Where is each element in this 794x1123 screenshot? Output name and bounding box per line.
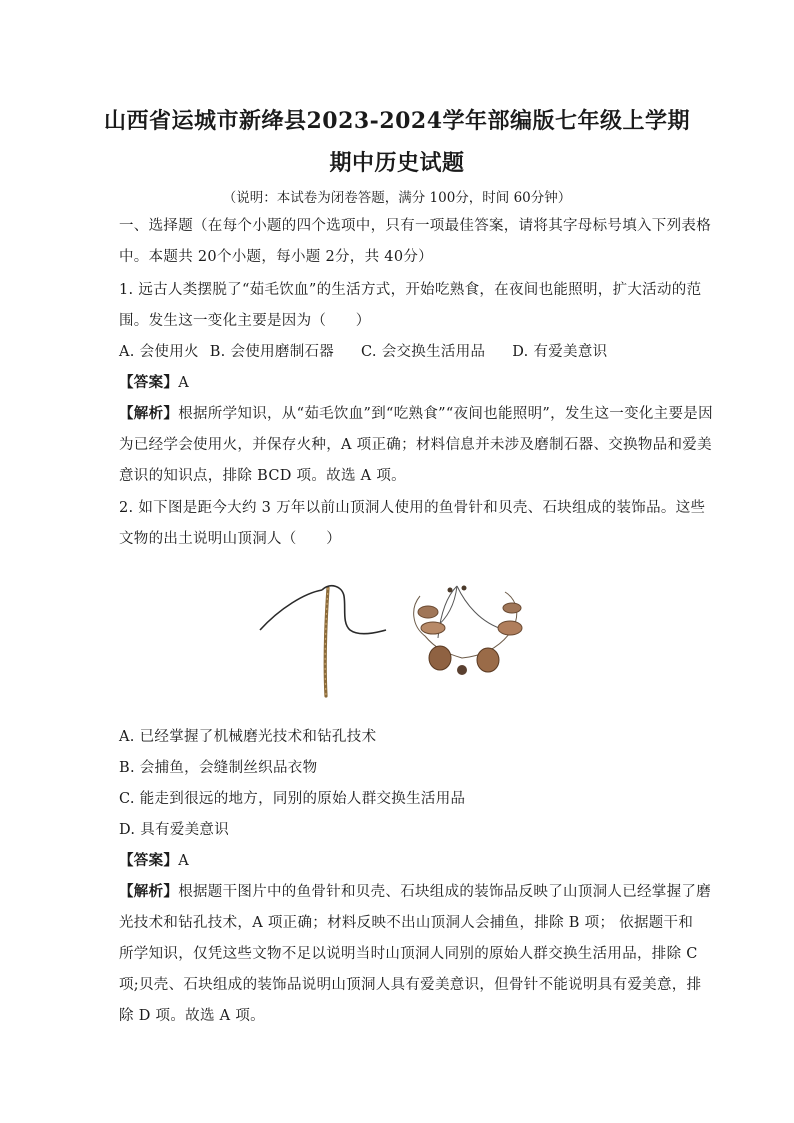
analysis-text: 根据所学知识，从“茹毛饮血”到“吃熟食”“夜间也能照明”，发生这一变化主要是因 bbox=[178, 406, 713, 422]
section-instructions-line2: 中。本题共 20个小题，每小题 2分，共 40分） bbox=[119, 249, 433, 265]
section-instructions-line1: 一、选择题（在每个小题的四个选项中，只有一项最佳答案，请将其字母标号填入下列表格 bbox=[119, 218, 711, 234]
analysis-text: 根据题干图片中的鱼骨针和贝壳、石块组成的装饰品反映了山顶洞人已经掌握了磨 bbox=[178, 884, 711, 900]
question-1-analysis-line2: 为已经学会使用火，并保存火种，A 项正确；材料信息并未涉及磨制石器、交换物品和爱美 bbox=[119, 437, 712, 453]
question-1-option-b: B. 会使用磨制石器 bbox=[209, 344, 335, 360]
question-1-analysis-line3: 意识的知识点，排除 BCD 项。故选 A 项。 bbox=[119, 468, 406, 484]
question-2-answer bbox=[119, 850, 679, 872]
question-2-analysis-line1 bbox=[119, 881, 711, 903]
question-1-option-c: C. 会交换生活用品 bbox=[361, 344, 486, 360]
answer-value: A bbox=[178, 853, 189, 869]
question-2-analysis-line4: 项;贝壳、石块组成的装饰品说明山顶洞人具有爱美意识，但骨针不能说明具有爱美意，排 bbox=[119, 977, 702, 993]
question-2-option-b: B. 会捕鱼，会缝制丝织品衣物 bbox=[119, 760, 318, 776]
analysis-label: 【解析】 bbox=[119, 405, 179, 422]
question-2-option-a: A. 已经掌握了机械磨光技术和钻孔技术 bbox=[119, 729, 377, 745]
question-2-option-c: C. 能走到很远的地方，同别的原始人群交换生活用品 bbox=[119, 791, 466, 807]
question-2-option-d: D. 具有爱美意识 bbox=[119, 822, 230, 838]
question-1-stem-line2: 围。发生这一变化主要是因为（ ） bbox=[119, 313, 371, 329]
shell-stone-ornament-icon bbox=[414, 586, 522, 676]
answer-value: A bbox=[178, 375, 189, 391]
bone-needle-icon bbox=[260, 586, 386, 696]
question-1-options bbox=[119, 341, 679, 363]
document-title-line1: 山西省运城市新绛县2023-2024学年部编版七年级上学期 bbox=[103, 108, 691, 134]
question-2-analysis-line2: 光技术和钻孔技术，A 项正确；材料反映不出山顶洞人会捕鱼，排除 B 项； 依据题干和 bbox=[119, 915, 694, 931]
document-title-line2: 期中历史试题 bbox=[329, 150, 465, 176]
question-1-stem-line1: 1. 远古人类摆脱了“茹毛饮血”的生活方式，开始吃熟食，在夜间也能照明，扩大活动的范 bbox=[119, 282, 702, 298]
bone-needle-and-ornament-image bbox=[250, 568, 550, 698]
analysis-label: 【解析】 bbox=[119, 883, 179, 900]
question-2-stem-line1: 2. 如下图是距今大约 3 万年以前山顶洞人使用的鱼骨针和贝壳、石块组成的装饰品。这些 bbox=[119, 500, 706, 516]
question-1-analysis-line1 bbox=[119, 403, 713, 425]
exam-note: （说明：本试卷为闭卷答题，满分 100分，时间 60分钟） bbox=[222, 190, 572, 206]
question-1-answer bbox=[119, 372, 679, 394]
answer-label: 【答案】 bbox=[119, 852, 179, 869]
question-2-analysis-line5: 除 D 项。故选 A 项。 bbox=[119, 1008, 265, 1024]
question-2-stem-line2: 文物的出土说明山顶洞人（ ） bbox=[119, 531, 341, 547]
answer-label: 【答案】 bbox=[119, 374, 179, 391]
question-1-option-a: A. 会使用火 bbox=[119, 344, 199, 360]
question-1-option-d: D. 有爱美意识 bbox=[512, 344, 608, 360]
question-2-analysis-line3: 所学知识，仅凭这些文物不足以说明当时山顶洞人同别的原始人群交换生活用品，排除 C bbox=[119, 946, 698, 962]
